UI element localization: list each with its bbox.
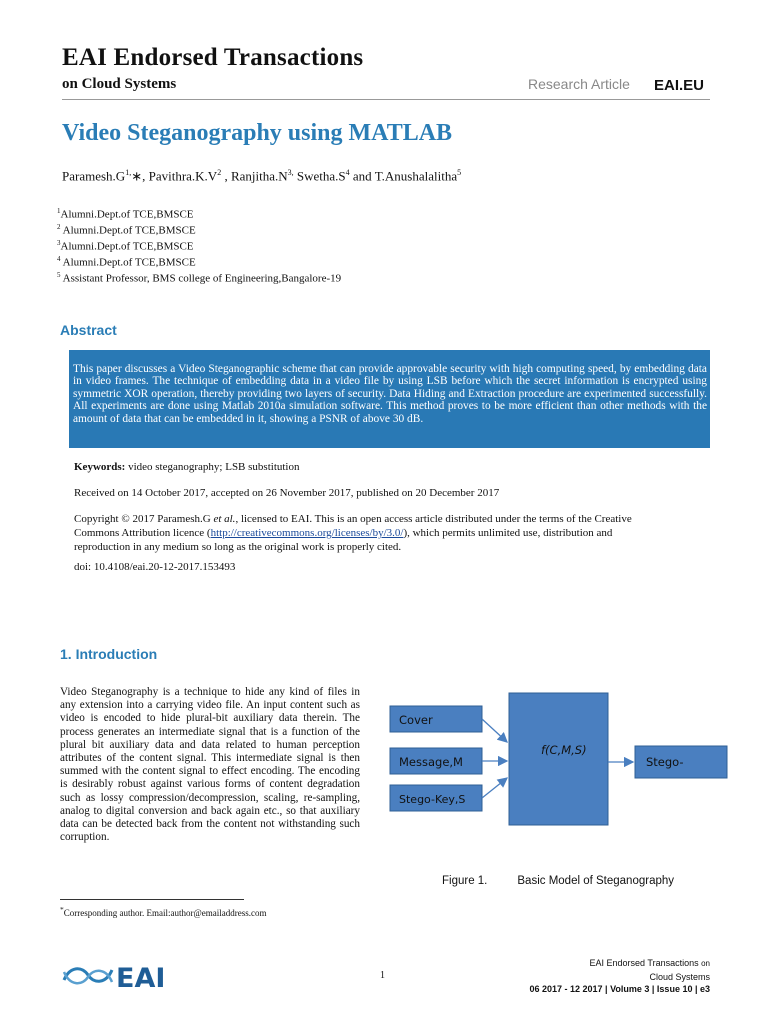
page-number: 1 — [380, 970, 385, 981]
copyright-text: Copyright © 2017 Paramesh.G — [74, 513, 214, 525]
stego-output-label: Stego- — [646, 755, 684, 769]
affiliation — [57, 269, 341, 285]
author-sep: ∗, — [131, 168, 149, 184]
license-link[interactable]: http://creativecommons.org/licenses/by/3.0/ — [210, 527, 404, 539]
author-name: Pavithra.K.V — [148, 168, 218, 184]
author-sup: 4 — [345, 168, 350, 177]
copyright-text: , licensed to EAI. This is an open access article distributed under the terms of the Creative Commons Attribution licence ( — [74, 513, 632, 539]
affiliation-text: Alumni.Dept.of TCE,BMSCE — [60, 256, 196, 269]
cover-arrow — [482, 719, 507, 742]
affiliation — [57, 221, 341, 237]
copyright-notice — [74, 512, 634, 554]
author-sep: , — [221, 168, 231, 184]
abstract-box — [69, 350, 710, 448]
affiliation-text: Alumni.Dept.of TCE,BMSCE — [60, 224, 196, 237]
author-name: T.Anushalalitha — [374, 168, 458, 184]
article-type: Research Article — [528, 76, 630, 92]
affiliation-sup: 4 — [57, 255, 61, 264]
footer-line: Cloud Systems — [649, 971, 710, 982]
author-sup: 1, — [125, 168, 132, 177]
keywords-label: Keywords: — [74, 461, 126, 473]
keywords — [74, 461, 300, 473]
function-label: f(C,M,S) — [541, 743, 587, 757]
header-rule — [62, 99, 710, 100]
affiliation-sup: 1 — [57, 207, 61, 215]
author-name: Ranjitha.N — [230, 168, 288, 184]
key-arrow — [482, 778, 507, 798]
affiliation-list — [57, 205, 341, 285]
affiliation-text: Alumni.Dept.of TCE,BMSCE — [60, 208, 194, 221]
author-sep: and — [349, 168, 375, 184]
author-sup: 2 — [217, 168, 222, 177]
introduction-text: Video Steganography is a technique to hide any kind of files in any extension into a carrying video file. An input content such as video is encoded to hide plural-bit auxiliary data therein. The process generates an intermediate signal that is a function of the plural bit auxiliary data and data related to human perception attributes of the content signal. This intermediate signal is then summed with the content signal to effect encoding. The encoding is desirably robust against various forms of content degradation such as lossy compression/decompression, scaling, re-sampling, analog to digital conversion and back again etc., so that auxiliary data can be detected back from the content not withstanding such corruption. — [60, 686, 360, 844]
introduction-heading: 1. Introduction — [60, 646, 158, 662]
affiliation — [57, 253, 341, 269]
message-label: Message,M — [399, 755, 463, 769]
affiliation — [57, 205, 341, 221]
abstract-text: This paper discusses a Video Steganographic scheme that can provide approvable security with high computing speed, by embedding data in video frames. The technique of embedding data in a video file by using LSB before which the secret information is encrypted using symmetric XOR operation, thereby providing two layers of security. Data Hiding and Extraction procedure are experimented successfully. All experiments are done using Matlab 2010a simulation software. This method proves to be more efficient than other methods with the amount of data that can be embedded in it, showing a PSNR of above 30 dB. — [73, 363, 707, 425]
footer-journal: EAI Endorsed Transactions — [589, 958, 702, 968]
journal-title: EAI Endorsed Transactions — [62, 44, 364, 71]
keywords-text: video steganography; LSB substitution — [125, 461, 300, 473]
eai-logo-icon — [60, 958, 170, 992]
author-sup: 5 — [457, 168, 462, 177]
author-name: Swetha.S — [296, 168, 346, 184]
publisher-mark: EAI.EU — [654, 77, 705, 94]
footer-on: on — [701, 959, 710, 968]
affiliation-text: Assistant Professor, BMS college of Engineering,Bangalore-19 — [60, 272, 342, 285]
footer-line — [520, 957, 710, 971]
affiliation-sup: 5 — [57, 271, 61, 280]
author-name: Paramesh.G — [62, 168, 126, 184]
copyright-text: ), which permits unlimited use, distribution and reproduction in any medium so long as the original work is properly cited. — [74, 527, 613, 553]
function-box — [509, 693, 608, 825]
affiliation-sup: 2 — [57, 223, 61, 232]
svg-text:EAI: EAI — [116, 963, 166, 992]
footnote-sup: * — [60, 905, 64, 914]
footer-journal-info — [520, 957, 710, 996]
received-dates: Received on 14 October 2017, accepted on 26 November 2017, published on 20 December 2017 — [74, 487, 500, 499]
footnote-text: Corresponding author. Email:author@emailaddress.com — [63, 908, 267, 918]
affiliation — [57, 237, 341, 253]
paper-title: Video Steganography using MATLAB — [62, 120, 453, 146]
stego-key-label: Stego-Key,S — [399, 793, 466, 806]
affiliation-sup: 3 — [57, 239, 61, 248]
steganography-diagram — [385, 686, 728, 846]
figure-number: Figure 1. — [442, 875, 488, 887]
copyright-etal: et al. — [213, 513, 236, 525]
author-sup: 3, — [287, 168, 294, 177]
author-list — [62, 168, 461, 184]
footnote — [60, 905, 267, 918]
doi: doi: 10.4108/eai.20-12-2017.153493 — [74, 561, 236, 573]
footnote-rule — [60, 899, 244, 900]
affiliation-text: Alumni.Dept.of TCE,BMSCE — [60, 240, 194, 253]
footer-issue: 06 2017 - 12 2017 | Volume 3 | Issue 10 | e3 — [529, 984, 710, 994]
abstract-heading: Abstract — [60, 322, 117, 338]
figure-caption-text: Basic Model of Steganography — [517, 875, 675, 887]
journal-subtitle: on Cloud Systems — [62, 76, 177, 92]
figure-caption — [442, 875, 674, 887]
cover-label: Cover — [399, 713, 433, 727]
